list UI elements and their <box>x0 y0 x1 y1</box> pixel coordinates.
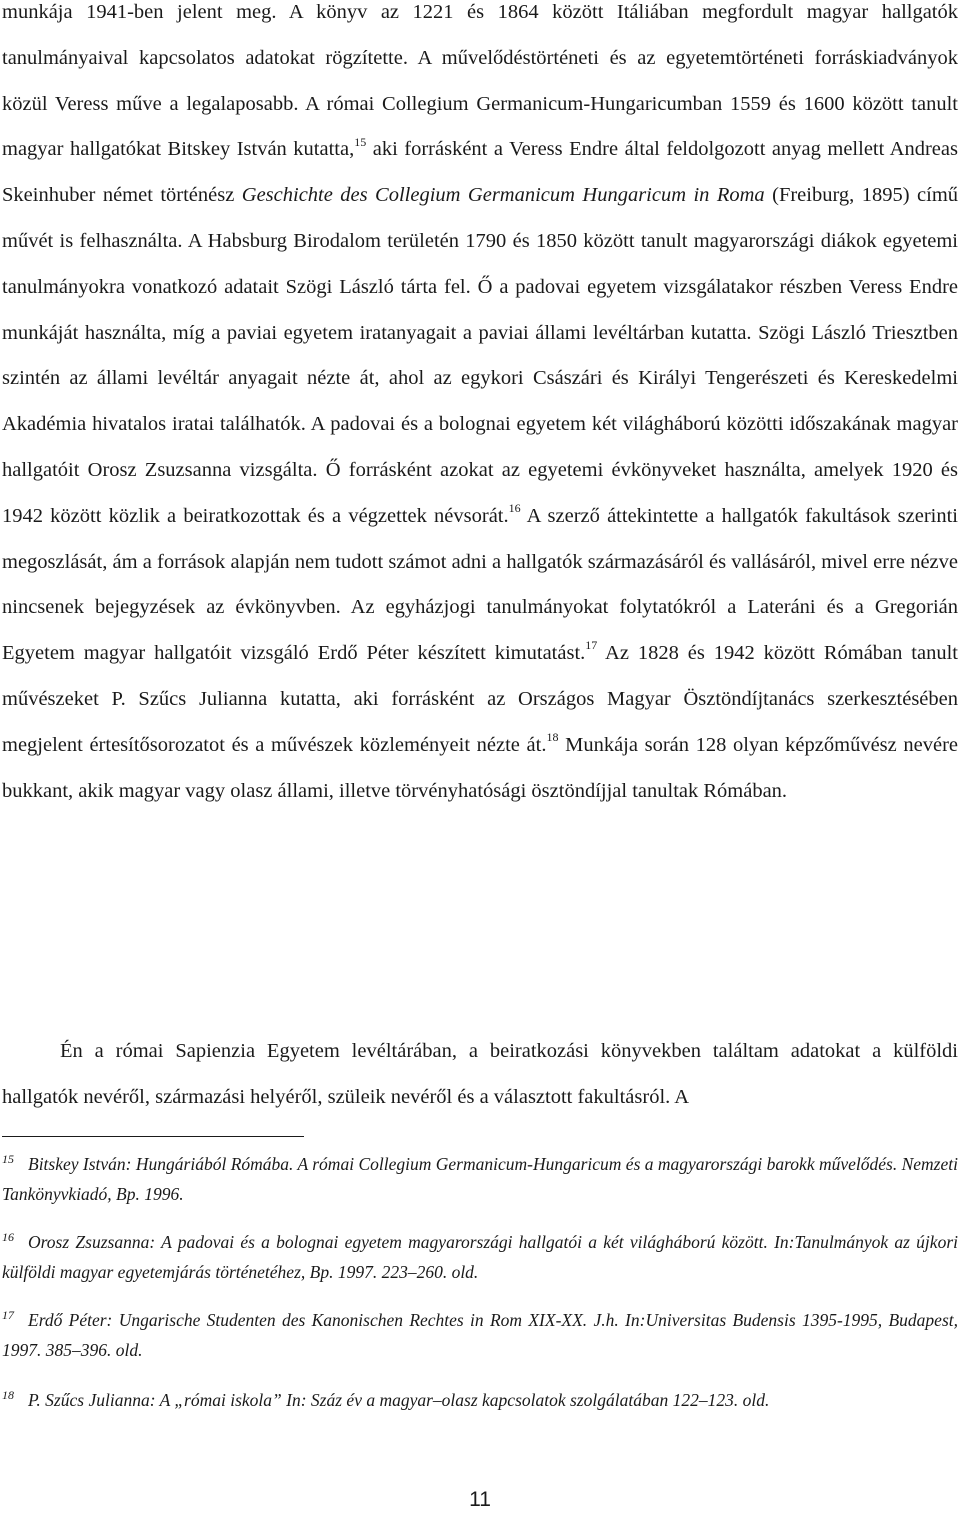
footnote-number: 17 <box>2 1308 14 1322</box>
footnote-text: P. Szűcs Julianna: A „római iskola” In: Száz év a magyar–olasz kapcsolatok szolgálatában 122–123. old. <box>28 1390 770 1410</box>
footnote <box>2 1150 958 1208</box>
footnote-reference[interactable]: 17 <box>585 638 598 653</box>
footnote-number: 15 <box>2 1152 14 1166</box>
paragraph-text: (Freiburg, 1895) című művét is felhasználta. A Habsburg Birodalom területén 1790 és 1850 között tanult magyarországi diákok egyetemi tanulmányokra vonatkozó adatait Szögi László tárta fel. Ő a padovai egyetem vizsgálatakor részben Veress Endre munkáját használta, míg a paviai egyetem iratanyagait a paviai állami levéltárban kutatta. Szögi László Triesztben szintén az állami levéltár anyagait nézte át, ahol az egykori Császári és Királyi Tengerészeti és Kereskedelmi Akadémia hivatalos iratai találhatók. A padovai és a bolognai egyetem két világháború közötti időszakának magyar hallgatóit Orosz Zsuzsanna vizsgálta. Ő forrásként azokat az egyetemi évkönyveket használta, amelyek 1920 és 1942 között közlik a beiratkozottak és a végzettek névsorát. <box>2 184 959 527</box>
paragraph-text: aki forrásként a Veress Endre által feldolgozott anyag mellett Andreas Skeinhuber német történész <box>2 138 958 207</box>
footnote-number: 18 <box>2 1388 14 1402</box>
paragraph-text: munkája 1941-ben jelent meg. A könyv az 1221 és 1864 között Itáliában megfordult magyar hallgatók tanulmányaival kapcsolatos adatokat rögzítette. A művelődéstörténeti és az egyetemtörténeti forráskiadványok közül Veress műve a legalaposabb. A római Collegium Germanicum-Hungaricumban 1559 és 1600 között tanult magyar hallgatókat Bitskey István kutatta, <box>2 1 958 161</box>
footnote-reference[interactable]: 16 <box>508 500 521 515</box>
body-paragraph: Én a római Sapienzia Egyetem levéltárában, a beiratkozási könyvekben találtam adatokat a külföldi hallgatók nevéről, származási helyéről, szüleik nevéről és a választott fakultásról. A <box>2 1040 958 1108</box>
footnote-text: Orosz Zsuzsanna: A padovai és a bolognai egyetem magyarországi hallgatói a két világháború között. In:Tanulmányok az újkori külföldi magyar egyetemjárás történetéhez, Bp. 1997. 223–260. old. <box>2 1232 958 1282</box>
paragraph-text: Munkája során 128 olyan képzőművész nevére bukkant, akik magyar vagy olasz állami, illetve törvényhatósági ösztöndíjjal tanultak Rómában. <box>2 733 959 802</box>
paragraph-text: A szerző áttekintette a hallgatók fakultások szerinti megoszlását, ám a források alapján nem tudott számot adni a hallgatók származásáról és vallásáról, mivel erre nézve nincsenek bejegyzések az évkönyvben. Az egyházjogi tanulmányokat folytatókról a Lateráni és a Gregorián Egyetem magyar hallgatóit vizsgáló Erdő Péter készített kimutatást. <box>2 504 959 665</box>
footnote-text: Bitskey István: Hungáriából Rómába. A római Collegium Germanicum-Hungaricum és a magyarországi barokk művelődés. Nemzeti Tankönyvkiadó, Bp. 1996. <box>2 1154 958 1204</box>
footnote-reference[interactable]: 15 <box>354 134 367 149</box>
book-title: Geschichte des Collegium Germanicum Hungaricum in Roma <box>241 184 765 207</box>
footnote <box>2 1386 958 1416</box>
footnote-reference[interactable]: 18 <box>546 729 559 744</box>
body-paragraph <box>2 0 958 814</box>
footnote-number: 16 <box>2 1230 14 1244</box>
page-number: 11 <box>469 1488 491 1511</box>
footnote <box>2 1306 958 1364</box>
footnote-separator <box>2 1136 304 1137</box>
paragraph-text: Az 1828 és 1942 között Rómában tanult művészeket P. Szűcs Julianna kutatta, aki forrásként az Országos Magyar Ösztöndíjtanács szerkesztésében megjelent értesítősorozatot és a művészek közleményeit nézte át. <box>2 642 958 756</box>
footnote <box>2 1228 958 1286</box>
footnote-text: Erdő Péter: Ungarische Studenten des Kanonischen Rechtes in Rom XIX-XX. J.h. In:Universitas Budensis 1395-1995, Budapest, 1997. 385–396. old. <box>2 1310 958 1360</box>
